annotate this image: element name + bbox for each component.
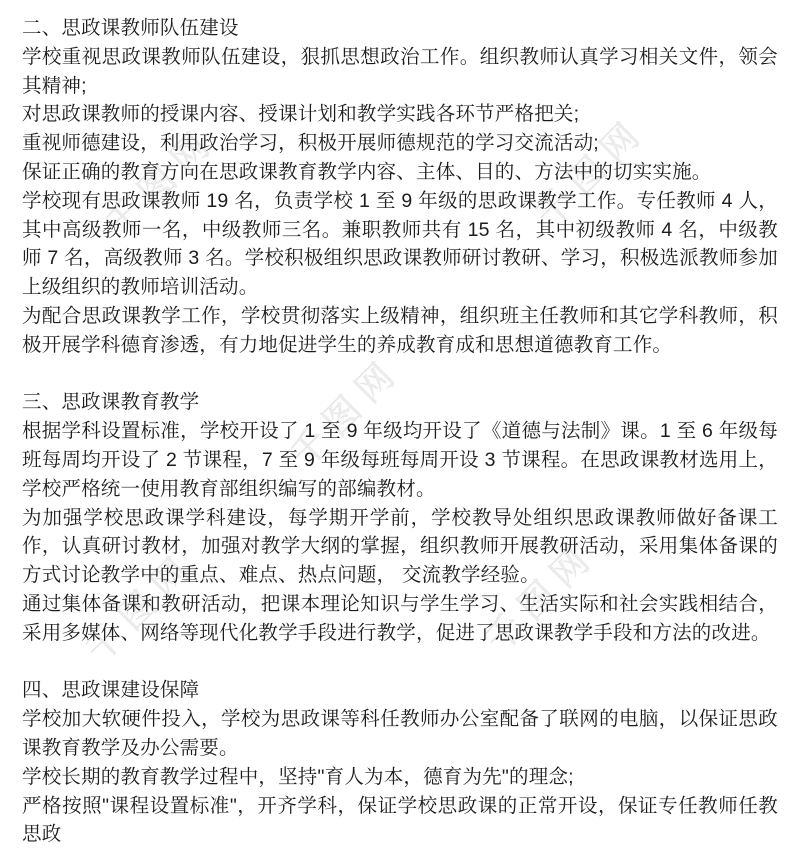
blank-line	[22, 360, 778, 389]
paragraph: 学校长期的教育教学过程中，坚持"育人为本，德育为先"的理念;	[22, 765, 574, 788]
watermark-text: 千图网	[527, 108, 654, 236]
watermark-text: 千图网	[477, 533, 604, 661]
paragraph: 为配合思政课教学工作，学校贯彻落实上级精神，组织班主任教师和其它学科教师，积极开展学科德育渗透，有力地促进学生的养成教育成和思想道德教育工作。	[22, 304, 778, 356]
paragraph: 学校加大软硬件投入，学校为思政课等科任教师办公室配备了联网的电脑，以保证思政课教育教学及办公需要。	[22, 708, 778, 759]
paragraph: 学校重视思政课教师队伍建设，狠抓思想政治工作。组织教师认真学习相关文件，领会其精神;	[22, 45, 778, 97]
watermark-text: 千图网	[77, 543, 204, 671]
paragraph: 严格按照"课程设置标准"，开齐学科，保证学校思政课的正常开设，保证专任教师任教思政	[22, 794, 778, 846]
paragraph: 对思政课教师的授课内容、授课计划和教学实践各环节严格把关;	[22, 103, 580, 126]
section-heading: 三、思政课教育教学	[22, 391, 200, 414]
section-heading: 四、思政课建设保障	[22, 679, 200, 702]
section-heading: 二、思政课教师队伍建设	[22, 17, 239, 39]
watermark-text: 千图网	[282, 348, 409, 476]
paragraph: 通过集体备课和教研活动，把课本理论知识与学生学习、生活实际和社会实践相结合，采用多媒体、网络等现代化教学手段进行教学，促进了思政课教学手段和方法的改进。	[22, 592, 778, 644]
paragraph: 学校现有思政课教师 19 名，负责学校 1 至 9 年级的思政课教学工作。专任教师 4 人，其中高级教师一名，中级教师三名。兼职教师共有 15 名，其中初级教师 4 名，中级教师 7 名，高级教师 3 名。学校积极组织思政课教师研讨教研、学习，积极选派教师参加上级组织的教师培训活动。	[22, 189, 778, 299]
paragraph: 根据学科设置标准，学校开设了 1 至 9 年级均开设了《道德与法制》课。1 至 6 年级每班每周均开设了 2 节课程，7 至 9 年级每班每周开设 3 节课程。在思政课教材选用上，学校严格统一使用教育部组织编写的部编教材。	[22, 420, 778, 500]
paragraph: 重视师德建设，利用政治学习，积极开展师德规范的学习交流活动;	[22, 132, 599, 155]
paragraph: 保证正确的教育方向在思政课教育教学内容、主体、目的、方法中的切实实施。	[22, 160, 712, 183]
watermark-text: 千图网	[97, 118, 224, 246]
paragraph: 为加强学校思政课学科建设，每学期开学前，学校教导处组织思政课教师做好备课工作，认真研讨教材，加强对教学大纲的掌握，组织教师开展教研活动，采用集体备课的方式讨论教学中的重点、难点、热点问题， 交流教学经验。	[22, 506, 778, 587]
document-body	[22, 14, 778, 849]
blank-line	[22, 648, 778, 677]
